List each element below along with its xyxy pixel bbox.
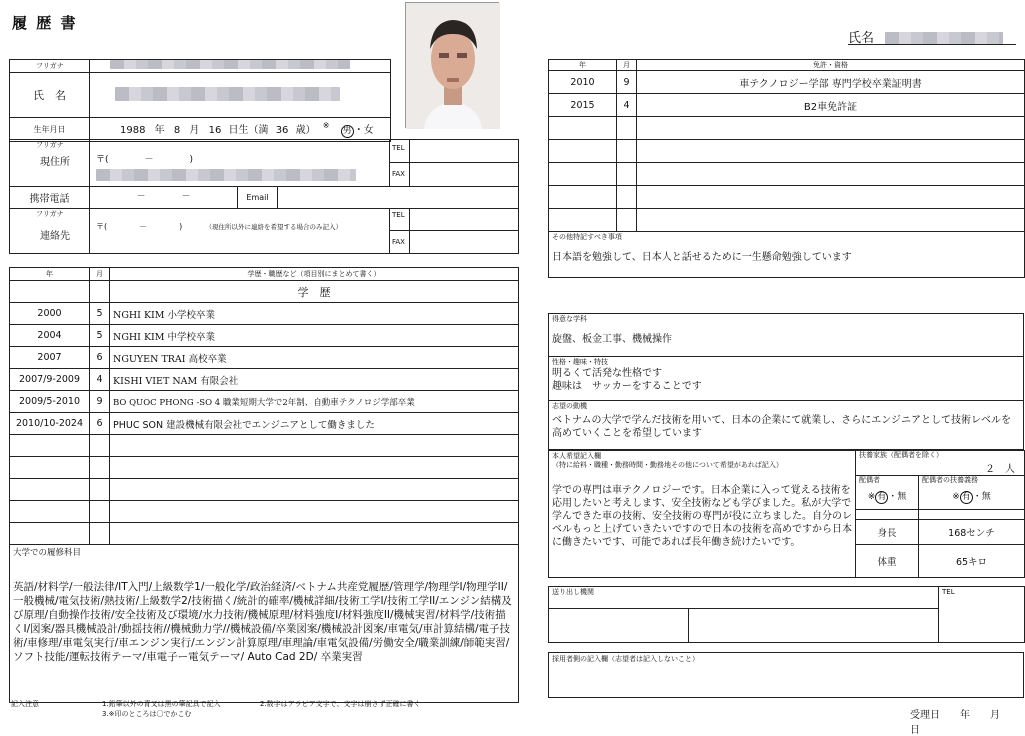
history-year: 2010/10-2024 bbox=[10, 413, 90, 435]
birth-label: 生年月日 bbox=[10, 118, 90, 142]
table-row[interactable] bbox=[10, 303, 519, 325]
support-cell[interactable] bbox=[919, 476, 1025, 510]
footer-note-3: 3.※印のところは〇でかこむ bbox=[102, 710, 192, 718]
footer-note-2: 2.数字はアラビア文字で、文字は崩さず正確に書く bbox=[260, 700, 421, 708]
history-desc: BO QUOC PHONG -SO 4 職業短期大学で2年制、自動車テクノロジ学部卒業 bbox=[110, 391, 519, 413]
header-name-redacted bbox=[885, 32, 1003, 44]
history-desc: NGHI KIM 中学校卒業 bbox=[110, 325, 519, 347]
history-month: 5 bbox=[90, 325, 110, 347]
employer-table bbox=[548, 652, 1024, 698]
spouse-mark: ※ bbox=[867, 492, 876, 502]
birth-year-unit: 年 bbox=[154, 125, 165, 136]
hobby-line2: 趣味は サッカーをすることです bbox=[552, 381, 702, 392]
license-table bbox=[548, 59, 1025, 278]
wishes-table bbox=[548, 450, 1025, 578]
support-label: 配偶者の扶養義務 bbox=[922, 476, 978, 484]
mobile-label: 携帯電話 bbox=[10, 187, 90, 209]
table-row[interactable] bbox=[549, 163, 1025, 186]
history-desc: KISHI VIET NAM 有限会社 bbox=[110, 369, 519, 391]
license-desc: 車テクノロジー学部 専門学校卒業証明書 bbox=[637, 71, 1025, 94]
support-no[interactable]: ・無 bbox=[972, 492, 991, 502]
special-label: その他特記すべき事項 bbox=[552, 233, 622, 241]
contact-value[interactable] bbox=[90, 209, 390, 254]
furigana-value[interactable] bbox=[90, 60, 391, 73]
history-section-title: 学 歴 bbox=[110, 281, 519, 303]
history-month: 6 bbox=[90, 347, 110, 369]
birth-day-suffix: 日生（満 bbox=[228, 125, 269, 136]
table-row[interactable] bbox=[549, 140, 1025, 163]
history-col-year: 年 bbox=[10, 268, 90, 281]
sex-male-circled[interactable]: 男 bbox=[342, 126, 352, 136]
license-month: 4 bbox=[617, 94, 637, 117]
footer-note-label: 記入注意 bbox=[11, 700, 39, 708]
history-desc: NGHI KIM 小学校卒業 bbox=[110, 303, 519, 325]
mobile-value[interactable]: － － bbox=[90, 187, 238, 208]
name-label: 氏 名 bbox=[10, 73, 90, 118]
strengths-label: 得意な学科 bbox=[552, 315, 587, 323]
footer-note-1: 1.鉛筆以外の青又は黒の筆記具で記入 bbox=[102, 700, 221, 708]
motivation-cell[interactable] bbox=[549, 401, 1024, 450]
contact-tel-fax-labels bbox=[390, 209, 410, 254]
contact-furigana-label: フリガナ bbox=[36, 210, 64, 218]
furigana-redacted bbox=[110, 60, 350, 69]
history-year: 2007/9-2009 bbox=[10, 369, 90, 391]
license-col-desc: 免許・資格 bbox=[637, 60, 1025, 71]
age-unit: 歳） bbox=[295, 125, 316, 136]
hobby-label: 性格・趣味・特技 bbox=[552, 358, 608, 366]
height-value[interactable]: 168センチ bbox=[919, 520, 1025, 545]
history-year: 2009/5-2010 bbox=[10, 391, 90, 413]
dependents-label: 扶養家族（配偶者を除く） bbox=[859, 451, 943, 459]
dispatch-table bbox=[548, 586, 1025, 643]
wishes-sub: （特に給料・職種・勤務時間・勤務地その他について希望があれば記入） bbox=[552, 461, 783, 469]
weight-label: 体重 bbox=[856, 545, 919, 578]
contact-fax-label: FAX bbox=[392, 238, 405, 246]
address-table bbox=[9, 139, 519, 254]
name-value[interactable] bbox=[90, 73, 391, 118]
table-row[interactable] bbox=[10, 413, 519, 435]
mobile-row bbox=[90, 187, 519, 209]
received-date: 受理日 年 月 日 bbox=[910, 710, 1020, 736]
dependents-value: ２ 人 bbox=[985, 464, 1015, 475]
table-row[interactable] bbox=[549, 71, 1025, 94]
table-row[interactable] bbox=[10, 435, 519, 457]
motivation-text: ベトナムの大学で学んだ技術を用いて、日本の企業にて就業し、さらにエンジニアとして技術レベルを高めていくことを希望しています bbox=[552, 415, 1012, 439]
applicant-photo bbox=[405, 2, 499, 128]
license-year: 2015 bbox=[549, 94, 617, 117]
history-col-desc: 学歴・職歴など（項目別にまとめて書く） bbox=[110, 268, 519, 281]
address-value[interactable] bbox=[90, 140, 390, 187]
address-furigana-label: フリガナ bbox=[36, 141, 64, 149]
dispatch-label: 送り出し機関 bbox=[549, 587, 939, 609]
note-mark: ※ bbox=[322, 121, 330, 130]
table-row[interactable] bbox=[549, 94, 1025, 117]
history-month: 5 bbox=[90, 303, 110, 325]
wishes-text: 学での専門は車テクノロジーです。日本企業に入って覚える技術を応用したいと考えします、安全技術なども学びました。私が大学で学んできた車の技術、安全技術の専門が役に立ちました。自分のレベルもっと上げていきたいですので日本の技術を高めですから日本に働きたいです、可能であれば長年働き続けたいです。 bbox=[552, 485, 852, 548]
address-redacted bbox=[96, 169, 356, 181]
fax-label: FAX bbox=[392, 170, 405, 178]
page-title: 履 歴 書 bbox=[12, 14, 78, 32]
history-month: 9 bbox=[90, 391, 110, 413]
special-text: 日本語を勉強して、日本人と話せるために一生懸命勉強しています bbox=[552, 252, 852, 263]
table-row[interactable] bbox=[10, 479, 519, 501]
history-month: 6 bbox=[90, 413, 110, 435]
hobby-cell[interactable] bbox=[549, 357, 1024, 401]
license-col-month: 月 bbox=[617, 60, 637, 71]
address-tel-fax-labels bbox=[390, 140, 410, 187]
birth-month: 8 bbox=[173, 125, 181, 136]
employer-label[interactable]: 採用者側の記入欄（志望者は記入しないこと） bbox=[549, 653, 1024, 698]
birth-value[interactable] bbox=[90, 118, 391, 142]
table-row[interactable] bbox=[549, 186, 1025, 209]
table-row[interactable] bbox=[10, 391, 519, 413]
tel-label: TEL bbox=[390, 140, 409, 163]
contact-tel-label: TEL bbox=[390, 209, 409, 231]
contact-label: 連絡先 bbox=[40, 231, 70, 242]
support-yes-circled[interactable]: 有 bbox=[961, 492, 971, 502]
motivation-label: 志望の動機 bbox=[552, 402, 587, 410]
birth-month-unit: 月 bbox=[189, 125, 200, 136]
table-row[interactable] bbox=[10, 501, 519, 523]
header-name-label: 氏名 bbox=[848, 31, 875, 46]
courses-cell[interactable] bbox=[10, 545, 519, 703]
table-row[interactable] bbox=[10, 325, 519, 347]
table-row[interactable] bbox=[10, 369, 519, 391]
history-desc: NGUYEN TRAI 高校卒業 bbox=[110, 347, 519, 369]
courses-label: 大学での履修科目 bbox=[13, 548, 82, 558]
header-name-line bbox=[848, 27, 1016, 45]
spouse-label: 配偶者 bbox=[859, 476, 880, 484]
history-desc: PHUC SON 建設機械有限会社でエンジニアとして働きました bbox=[110, 413, 519, 435]
history-col-month: 月 bbox=[90, 268, 110, 281]
table-row[interactable] bbox=[10, 347, 519, 369]
history-year: 2000 bbox=[10, 303, 90, 325]
contact-note: （現住所以外に連絡を希望する場合のみ記入） bbox=[205, 223, 342, 231]
dependents-cell[interactable] bbox=[856, 451, 1025, 476]
table-row[interactable] bbox=[10, 523, 519, 545]
table-row[interactable] bbox=[10, 457, 519, 479]
height-label: 身長 bbox=[856, 520, 919, 545]
contact-tel-fax-values[interactable] bbox=[410, 209, 519, 254]
contact-label-cell bbox=[10, 209, 90, 254]
wishes-cell[interactable] bbox=[549, 451, 856, 578]
birth-day: 16 bbox=[208, 125, 222, 136]
spouse-no[interactable]: ・無 bbox=[888, 492, 907, 502]
dispatch-tel-label: TEL bbox=[939, 587, 1025, 643]
dispatch-name-field[interactable] bbox=[549, 609, 689, 643]
address-label-cell bbox=[10, 140, 90, 187]
email-value[interactable] bbox=[278, 187, 518, 208]
sex-sep: ・ bbox=[353, 125, 364, 136]
license-col-year: 年 bbox=[549, 60, 617, 71]
address-tel-fax-values[interactable] bbox=[410, 140, 519, 187]
history-year: 2004 bbox=[10, 325, 90, 347]
courses-text: 英語/材料学/一般法律/IT入門/上級数学1/一般化学/政治経済/ベトナム共産党履歴/管理学/物理学I/物理学II/一般機械/電気技術/熱技術/上級数学2/技術描く/統計的確率/機械詳細/技術工学I/技術工学II/エンジン結構及び原理/自動操作技術/安全技術及び環境/水力技術/機械原理/材料強度I/材料強度II/機械実習/材料学/技術描くI/図案/器具機械設計/動揺技術//機械動力学//機械設備/卒業図案/機械設計図案/車電気/車計算結構/電子技術/車修理/車電気実行/車エンジン実行/エンジン計算原理/車理論/車電気設備/労働安全/職業訓練/師範実習/ソフト技能/運転技術テーマ/車電子ー電気テーマ/ Auto Cad 2D/ 卒業実習 bbox=[13, 581, 512, 663]
table-row[interactable] bbox=[549, 209, 1025, 232]
weight-value[interactable]: 65キロ bbox=[919, 545, 1025, 578]
license-month: 9 bbox=[617, 71, 637, 94]
email-label: Email bbox=[238, 187, 278, 208]
birth-year: 1988 bbox=[120, 125, 146, 136]
table-row[interactable] bbox=[549, 117, 1025, 140]
age-value: 36 bbox=[275, 125, 289, 136]
license-desc: B2車免許証 bbox=[637, 94, 1025, 117]
hobby-line1: 明るくて活発な性格です bbox=[552, 368, 662, 379]
name-redacted bbox=[115, 87, 340, 101]
dispatch-address-field[interactable] bbox=[689, 609, 939, 643]
strengths-table bbox=[548, 313, 1024, 450]
special-cell[interactable] bbox=[549, 232, 1025, 278]
support-mark: ※ bbox=[952, 492, 960, 502]
spouse-yes-circled[interactable]: 有 bbox=[877, 492, 887, 502]
spouse-cell[interactable] bbox=[856, 476, 919, 510]
address-postal: 〒( － ) bbox=[96, 155, 194, 165]
wishes-label: 本人希望記入欄 bbox=[552, 452, 601, 460]
license-year: 2010 bbox=[549, 71, 617, 94]
history-table bbox=[9, 267, 519, 703]
history-year: 2007 bbox=[10, 347, 90, 369]
strengths-text: 旋盤、板金工事、機械操作 bbox=[552, 334, 672, 345]
strengths-cell[interactable] bbox=[549, 314, 1024, 357]
history-month: 4 bbox=[90, 369, 110, 391]
sex-female[interactable]: 女 bbox=[363, 125, 374, 136]
address-label: 現住所 bbox=[40, 157, 70, 168]
furigana-label: フリガナ bbox=[10, 60, 90, 73]
personal-info-table bbox=[9, 59, 391, 142]
contact-postal: 〒( － ) bbox=[96, 222, 183, 231]
